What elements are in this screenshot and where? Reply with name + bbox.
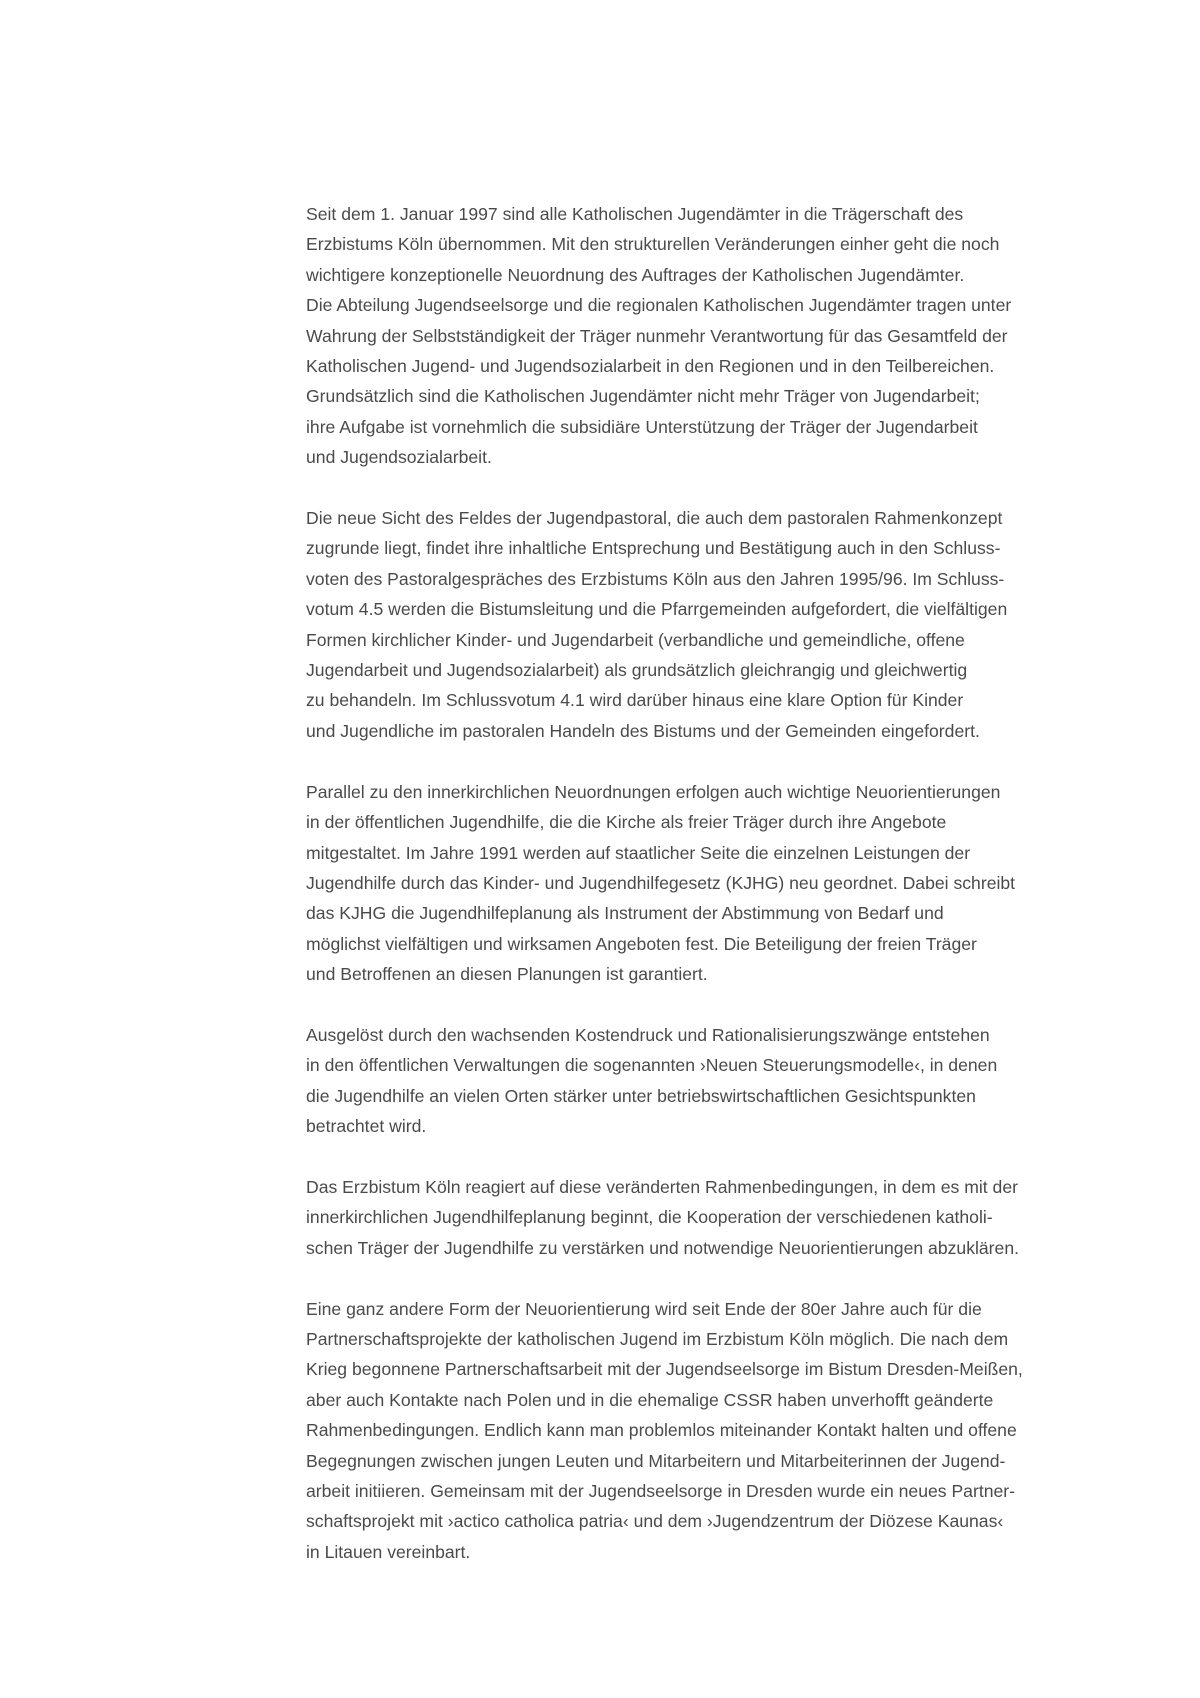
text-line: wichtigere konzeptionelle Neuordnung des Auftrages der Katholischen Jugendämter.	[306, 264, 965, 285]
text-line: möglichst vielfältigen und wirksamen Angeboten fest. Die Beteiligung der freien Träger	[306, 933, 977, 954]
text-line: voten des Pastoralgespräches des Erzbistums Köln aus den Jahren 1995/96. Im Schluss-	[306, 568, 1005, 589]
text-line: Die Abteilung Jugendseelsorge und die regionalen Katholischen Jugendämter tragen unter	[306, 295, 1012, 316]
text-line: votum 4.5 werden die Bistumsleitung und die Pfarrgemeinden aufgefordert, die vielfältigen	[306, 599, 1008, 620]
text-line: in Litauen vereinbart.	[306, 1541, 471, 1562]
text-line: zu behandeln. Im Schlussvotum 4.1 wird darüber hinaus eine klare Option für Kinder	[306, 690, 964, 711]
paragraph-4	[306, 1020, 1116, 1142]
text-line: Partnerschaftsprojekte der katholischen Jugend im Erzbistum Köln möglich. Die nach dem	[306, 1328, 1009, 1349]
text-line: Die neue Sicht des Feldes der Jugendpastoral, die auch dem pastoralen Rahmenkonzept	[306, 508, 1003, 529]
text-line: das KJHG die Jugendhilfeplanung als Instrument der Abstimmung von Bedarf und	[306, 903, 944, 924]
text-line: die Jugendhilfe an vielen Orten stärker unter betriebswirtschaftlichen Gesichtspunkten	[306, 1085, 976, 1106]
text-line: in der öffentlichen Jugendhilfe, die die Kirche als freier Träger durch ihre Angebote	[306, 812, 947, 833]
text-line: Ausgelöst durch den wachsenden Kostendruck und Rationalisierungszwänge entstehen	[306, 1024, 990, 1045]
text-line: Das Erzbistum Köln reagiert auf diese veränderten Rahmenbedingungen, in dem es mit der	[306, 1176, 1018, 1197]
text-line: innerkirchlichen Jugendhilfeplanung beginnt, die Kooperation der verschiedenen katholi-	[306, 1207, 993, 1228]
text-line: Parallel zu den innerkirchlichen Neuordnungen erfolgen auch wichtige Neuorientierungen	[306, 781, 1001, 802]
text-line: Katholischen Jugend- und Jugendsozialarbeit in den Regionen und in den Teilbereichen.	[306, 356, 995, 377]
text-line: Wahrung der Selbstständigkeit der Träger nunmehr Verantwortung für das Gesamtfeld der	[306, 325, 1008, 346]
text-line: Krieg begonnene Partnerschaftsarbeit mit der Jugendseelsorge im Bistum Dresden-Meißen,	[306, 1359, 1023, 1380]
text-line: mitgestaltet. Im Jahre 1991 werden auf staatlicher Seite die einzelnen Leistungen der	[306, 842, 971, 863]
text-line: ihre Aufgabe ist vornehmlich die subsidiäre Unterstützung der Träger der Jugendarbeit	[306, 416, 978, 437]
paragraph-3	[306, 777, 1116, 990]
paragraph-6	[306, 1294, 1116, 1568]
text-line: Jugendarbeit und Jugendsozialarbeit) als grundsätzlich gleichrangig und gleichwertig	[306, 660, 968, 681]
text-line: Eine ganz andere Form der Neuorientierung wird seit Ende der 80er Jahre auch für die	[306, 1298, 982, 1319]
text-line: aber auch Kontakte nach Polen und in die ehemalige CSSR haben unverhofft geänderte	[306, 1389, 994, 1410]
text-line: Grundsätzlich sind die Katholischen Jugendämter nicht mehr Träger von Jugendarbeit;	[306, 386, 980, 407]
paragraph-2	[306, 503, 1116, 746]
text-line: Seit dem 1. Januar 1997 sind alle Katholischen Jugendämter in die Trägerschaft des	[306, 204, 964, 224]
text-line: Begegnungen zwischen jungen Leuten und Mitarbeitern und Mitarbeiterinnen der Jugend-	[306, 1450, 1006, 1471]
text-line: schaftsprojekt mit ›actico catholica patria‹ und dem ›Jugendzentrum der Diözese Kaunas‹	[306, 1511, 1004, 1532]
text-line: in den öffentlichen Verwaltungen die sogenannten ›Neuen Steuerungsmodelle‹, in denen	[306, 1055, 998, 1076]
body-text	[306, 199, 1116, 1598]
text-line: Rahmenbedingungen. Endlich kann man problemlos miteinander Kontakt halten und offene	[306, 1420, 1017, 1441]
text-line: schen Träger der Jugendhilfe zu verstärken und notwendige Neuorientierungen abzuklären.	[306, 1237, 1020, 1258]
text-line: und Betroffenen an diesen Planungen ist garantiert.	[306, 964, 708, 985]
text-line: Erzbistums Köln übernommen. Mit den strukturellen Veränderungen einher geht die noch	[306, 234, 1000, 255]
paragraph-1	[306, 199, 1116, 473]
text-line: arbeit initiieren. Gemeinsam mit der Jugendseelsorge in Dresden wurde ein neues Partner-	[306, 1480, 1015, 1501]
text-line: betrachtet wird.	[306, 1116, 427, 1137]
text-line: und Jugendliche im pastoralen Handeln des Bistums und der Gemeinden eingefordert.	[306, 720, 980, 741]
text-line: Jugendhilfe durch das Kinder- und Jugendhilfegesetz (KJHG) neu geordnet. Dabei schreibt	[306, 872, 1016, 893]
text-line: Formen kirchlicher Kinder- und Jugendarbeit (verbandliche und gemeindliche, offene	[306, 629, 965, 650]
paragraph-5	[306, 1172, 1116, 1263]
text-line: und Jugendsozialarbeit.	[306, 447, 492, 468]
text-line: zugrunde liegt, findet ihre inhaltliche Entsprechung und Bestätigung auch in den Schluss-	[306, 538, 1001, 559]
